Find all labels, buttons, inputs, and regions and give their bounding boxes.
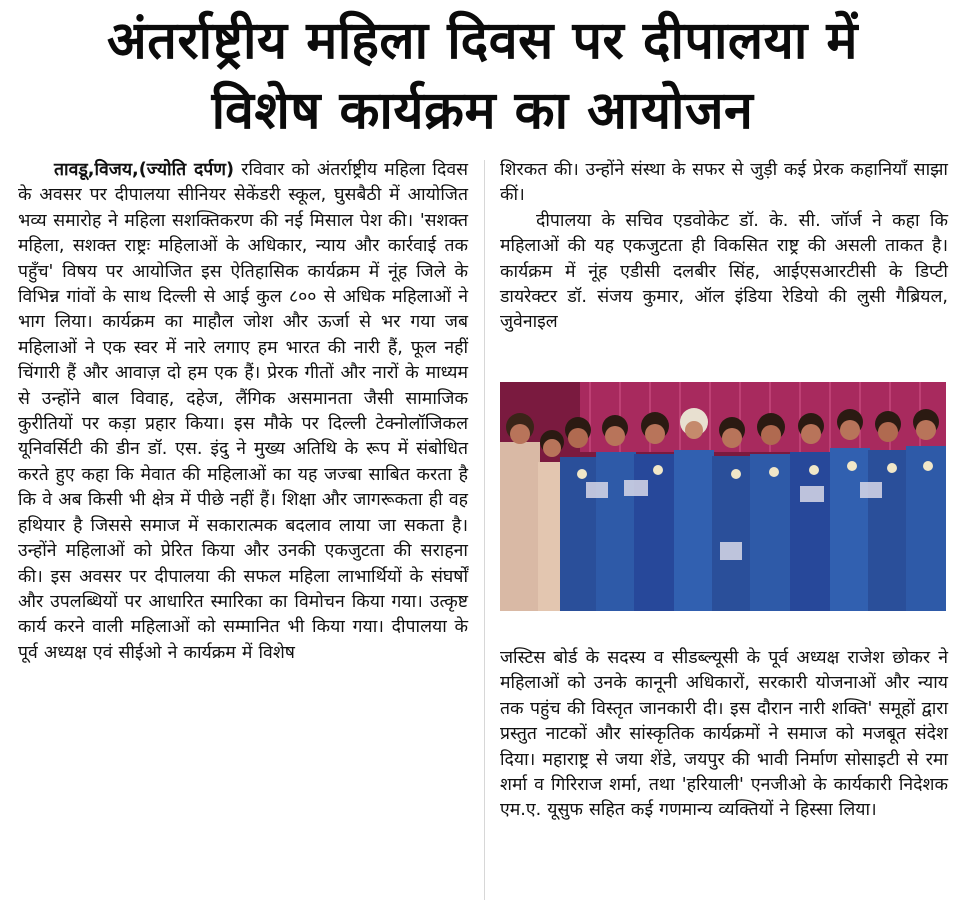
event-photo-illustration bbox=[500, 382, 946, 611]
article-column-right-bottom bbox=[500, 646, 948, 824]
headline-line-2: विशेष कार्यक्रम का आयोजन bbox=[211, 81, 754, 141]
column-divider bbox=[484, 160, 485, 900]
article-column-right-top bbox=[500, 158, 948, 336]
article-paragraph: जस्टिस बोर्ड के सदस्य व सीडब्ल्यूसी के पूर्व अध्यक्ष राजेश छोकर ने महिलाओं को उनके कानूनी अधिकारों, सरकारी योजनाओं और न्याय तक पहुंच की विस्तृत जानकारी दी। इस दौरान नारी शक्ति' समूहों द्वारा प्रस्तुत नाटकों और सांस्कृतिक कार्यक्रमों ने समाज को मजबूत संदेश दिया। महाराष्ट्र से जया शेंडे, जयपुर की भावी निर्माण सोसाइटी से रमा शर्मा व गिरिराज शर्मा, तथा 'हरियाली' एनजीओ के कार्यकारी निदेशक एम.ए. यूसुफ सहित कई गणमान्य व्यक्तियों ने हिस्सा लिया। bbox=[500, 648, 948, 821]
article-paragraph: शिरकत की। उन्होंने संस्था के सफर से जुड़ी कई प्रेरक कहानियाँ साझा कीं। bbox=[500, 160, 948, 206]
article-column-left bbox=[18, 158, 468, 666]
headline-line-1: अंतर्राष्ट्रीय महिला दिवस पर दीपालया में bbox=[106, 11, 859, 71]
dateline: तावडू,विजय,(ज्योति दर्पण) bbox=[54, 160, 235, 180]
article-paragraph: रविवार को अंतर्राष्ट्रीय महिला दिवस के अवसर पर दीपालया सीनियर सेकेंडरी स्कूल, घुसबैठी में आयोजित भव्य समारोह ने महिला सशक्तिकरण की नई मिसाल पेश की। 'सशक्त महिला, सशक्त राष्ट्रः महिलाओं के अधिकार, न्याय और कार्रवाई तक पहुँच' विषय पर आयोजित इस ऐतिहासिक कार्यक्रम में नूंह जिले के विभिन्न गांवों के साथ दिल्ली से आई कुल ८०० से अधिक महिलाओं ने भाग लिया। कार्यक्रम का माहौल जोश और ऊर्जा से भर गया जब महिलाओं ने एक स्वर में नारे लगाए हम भारत की नारी हैं, फूल नहीं चिंगारी हैं और आवाज़ दो हम एक हैं। प्रेरक गीतों और नारों के माध्यम से उन्होंने बाल विवाह, दहेज, लैंगिक असमानता जैसी सामाजिक कुरीतियों पर कड़ा प्रहार किया। इस मौके पर दिल्ली टेक्नोलॉजिकल यूनिवर्सिटी की डीन डॉ. एस. इंदु ने मुख्य अतिथि के रूप में संबोधित करते हुए कहा कि मेवात की महिलाओं का यह जज्बा साबित करता है कि वे अब किसी भी क्षेत्र में पीछे नहीं हैं। शिक्षा और जागरूकता ही वह हथियार है जिससे समाज में सकारात्मक बदलाव लाया जा सकता है। उन्होंने महिलाओं को प्रेरित किया और उनकी एकजुटता की सराहना की। इस अवसर पर दीपालया की सफल महिला लाभार्थियों के संघर्षों और उपलब्धियों पर आधारित स्मारिका का विमोचन किया गया। उत्कृष्ट कार्य करने वाली महिलाओं को सम्मानित भी किया गया। दीपालया के पूर्व अध्यक्ष एवं सीईओ ने कार्यक्रम में विशेष bbox=[18, 160, 469, 663]
headline bbox=[0, 6, 965, 146]
event-photo bbox=[500, 382, 946, 611]
article-paragraph: दीपालया के सचिव एडवोकेट डॉ. के. सी. जॉर्ज ने कहा कि महिलाओं की यह एकजुटता ही विकसित राष्ट्र की असली ताकत है। कार्यक्रम में नूंह एडीसी दलबीर सिंह, आईएसआरटीसी के डिप्टी डायरेक्टर डॉ. संजय कुमार, ऑल इंडिया रेडियो की लुसी गैब्रियल, जुवेनाइल bbox=[500, 210, 948, 333]
